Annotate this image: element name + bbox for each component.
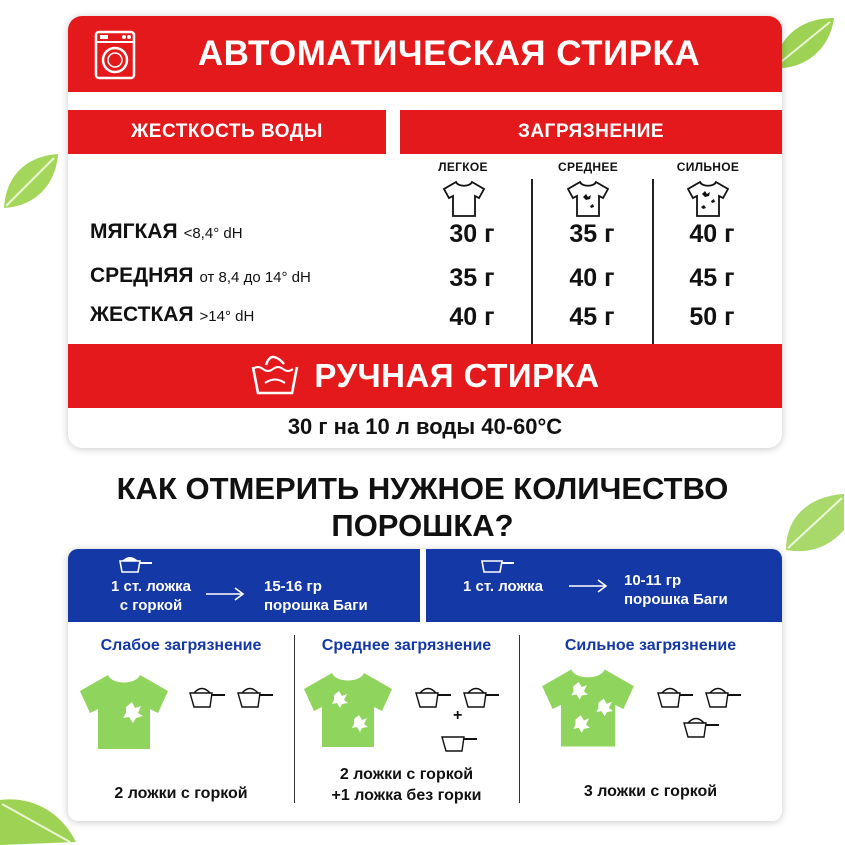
spoon-heaped-line1: 1 ст. ложка [111,578,191,595]
plus-sign: + [453,707,463,724]
amount-level-line1: 10-11 гр [624,572,682,589]
arrow-right-icon [568,579,608,593]
column-divider [652,179,654,351]
value-cell: 50 г [689,303,735,331]
value-cell: 40 г [689,220,735,248]
soil-header: ЗАГРЯЗНЕНИЕ [400,110,782,154]
scoop-icon [654,685,694,709]
automatic-wash-header [68,16,782,92]
tshirt-icon [442,179,486,219]
measure-question: КАК ОТМЕРИТЬ НУЖНОЕ КОЛИЧЕСТВО ПОРОШКА? [116,471,729,543]
scoop-icon [702,685,742,709]
amount-heaped-line1: 15-16 гр [264,578,322,595]
hand-wash-title: РУЧНАЯ СТИРКА [314,357,600,394]
row-hard-label: ЖЕСТКАЯ >14° dH [90,303,255,326]
amount-level-line2: порошка Баги [624,591,728,608]
column-light: ЛЕГКОЕ [438,160,488,174]
value-cell: 45 г [569,303,615,331]
scoop-icon [478,555,516,575]
tshirt-icon [300,669,396,751]
tshirt-icon [538,665,638,751]
measure-card [68,549,782,821]
row-medium-label: СРЕДНЯЯ от 8,4 до 14° dH [90,264,311,287]
value-cell: 35 г [449,264,495,292]
level-light-note: 2 ложки с горкой [114,785,248,802]
level-heavy-note: 3 ложки с горкой [583,783,718,800]
hand-wash-note: 30 г на 10 л воды 40-60°С [287,414,563,439]
row-hard-note: >14° dH [199,308,255,325]
tshirt-icon [686,179,730,219]
hand-wash-header [68,344,782,408]
column-medium: СРЕДНЕЕ [558,160,618,174]
washing-machine-icon [94,30,136,80]
row-soft-label: МЯГКАЯ <8,4° dH [90,220,243,243]
spoon-heaped-line2: с горкой [119,597,183,614]
scoop-icon [116,555,154,575]
level-light-title: Слабое загрязнение [100,637,262,654]
amount-heaped-line2: порошка Баги [264,597,368,614]
scoop-icon [438,729,478,753]
scoop-icon [234,685,274,709]
value-cell: 30 г [449,220,495,248]
value-cell: 35 г [569,220,615,248]
column-divider [531,179,533,351]
value-cell: 45 г [689,264,735,292]
column-heavy: СИЛЬНОЕ [676,160,740,174]
measure-level-block [426,549,782,622]
hardness-header: ЖЕСТКОСТЬ ВОДЫ [68,110,386,154]
spoon-level-line1: 1 ст. ложка [463,578,543,595]
tshirt-icon [76,671,172,753]
row-soft-note: <8,4° dH [183,225,243,242]
automatic-wash-title: АВТОМАТИЧЕСКАЯ СТИРКА [197,34,701,73]
level-medium-note-line2: +1 ложка без горки [331,787,482,804]
level-medium-title: Среднее загрязнение [321,637,492,654]
value-cell: 40 г [449,303,495,331]
tshirt-icon [566,179,610,219]
hand-wash-icon [250,355,300,397]
value-cell: 40 г [569,264,615,292]
level-divider [519,635,520,803]
scoop-icon [680,715,720,739]
measure-heaped-block [68,549,420,622]
scoop-icon [412,685,452,709]
scoop-icon [460,685,500,709]
level-heavy-title: Сильное загрязнение [564,637,737,654]
row-medium-note: от 8,4 до 14° dH [199,269,311,286]
scoop-icon [186,685,226,709]
leaf-icon [0,150,62,214]
arrow-right-icon [205,587,245,601]
automatic-wash-card [68,16,782,448]
level-medium-note-line1: 2 ложки с горкой [339,766,474,783]
